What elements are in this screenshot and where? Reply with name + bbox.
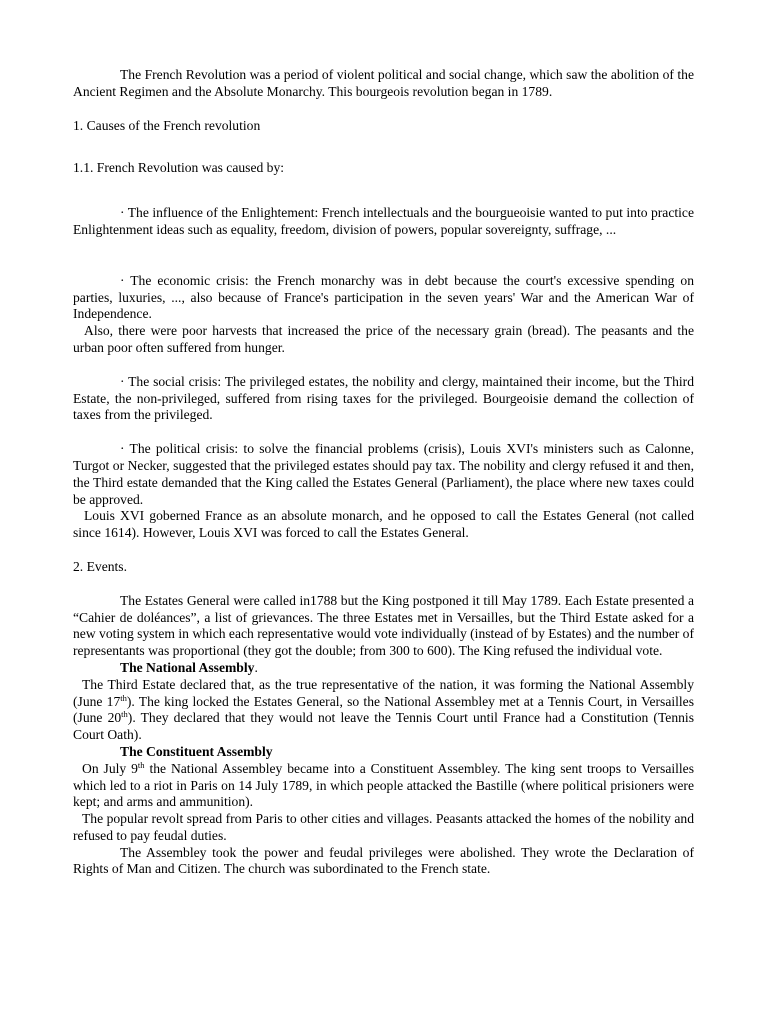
spacer <box>73 576 694 593</box>
section-heading-causes: 1. Causes of the French revolution <box>73 117 261 133</box>
national-assembly-title: The National Assembly <box>120 659 255 675</box>
spacer <box>73 542 694 559</box>
spacer <box>73 239 694 273</box>
spacer <box>73 101 694 118</box>
section-heading-events: 2. Events. <box>73 558 127 574</box>
political-crisis-continuation: Louis XVI goberned France as an absolute monarch, and he opposed to call the Estates General (not called since 1614). However, Louis XVI was forced to call the Estates General. <box>73 508 694 541</box>
constituent-assembly-paragraph <box>73 761 694 811</box>
spacer <box>73 134 694 160</box>
intro-paragraph: The French Revolution was a period of violent political and social change, which saw the abolition of the Ancient Regimen and the Absolute Monarchy. This bourgeois revolution began in 1789. <box>73 67 694 99</box>
spacer <box>73 177 694 205</box>
bullet-social-crisis: · The social crisis: The privileged estates, the nobility and clergy, maintained their income, but the Third Estate, the non-privileged, suffered from rising taxes for the privileged. Bourgeoisie demand the collection of taxes from the privileged. <box>73 373 694 423</box>
economic-crisis-continuation: Also, there were poor harvests that increased the price of the necessary grain (bread). The peasants and the urban poor often suffered from hunger. <box>73 323 694 355</box>
na-text-2: ). The king locked the Estates General, so the National Assembley met at a Tennis Court, in Versailles (June 20 <box>73 693 695 726</box>
national-assembly-heading <box>73 660 694 677</box>
spacer <box>73 424 694 441</box>
events-estates-general-paragraph: The Estates General were called in1788 but the King postponed it till May 1789. Each Estate presented a “Cahier de doléances”, a list of grievances. The three Estates met in Versailles, but the Third Estate asked for a new voting system in which each representative would vote individually (instead of by Estates) and the number of representants was proportional (they got the double; from 300 to 600). The King refused the individual vote. <box>73 592 694 659</box>
constituent-assembly-heading: The Constituent Assembly <box>120 743 273 759</box>
ca-text-2: the National Assembley became into a Constituent Assembley. The king sent troops to Versailles which led to a riot in Paris on 14 July 1789, in which people attacked the Bastille (where political prisioners were kept; and arms and ammunition). <box>73 760 695 810</box>
na-text-1: The Third Estate declared that, as the true representative of the nation, it was forming the National Assembly (June 17 <box>73 676 694 709</box>
document-page <box>73 67 694 878</box>
ca-superscript-1: th <box>137 759 145 770</box>
subsection-heading-caused-by: 1.1. French Revolution was caused by: <box>73 160 285 176</box>
bullet-political-crisis: · The political crisis: to solve the financial problems (crisis), Louis XVI's ministers such as Calonne, Turgot or Necker, suggested that the privileged estates should pay tax. The nobility and clergy refused it and then, the Third estate demanded that the King called the Estates General (Parliament), the place where new taxes could be approved. <box>73 441 694 507</box>
assembley-power-paragraph: The Assembley took the power and feudal privileges were abolished. They wrote the Declaration of Rights of Man and Citizen. The church was subordinated to the French state. <box>73 844 694 877</box>
spacer <box>73 357 694 374</box>
ca-text-1: On July 9 <box>82 760 138 776</box>
na-superscript-1: th <box>120 692 127 703</box>
bullet-enlightenment: · The influence of the Enlightement: French intellectuals and the bourgueoisie wanted to put into practice Enlightenment ideas such as equality, freedom, division of powers, popular sovereignty, suffrage, ... <box>73 205 694 237</box>
national-assembly-period: . <box>254 659 258 675</box>
na-superscript-2: th <box>121 709 128 720</box>
bullet-economic-crisis: · The economic crisis: the French monarchy was in debt because the court's excessive spending on parties, luxuries, ..., also because of France's participation in the seven years' War and the American War of Independence. <box>73 272 694 322</box>
national-assembly-paragraph <box>73 677 694 744</box>
na-text-3: ). They declared that they would not leave the Tennis Court until France had a Constitution (Tennis Court Oath). <box>73 710 694 743</box>
popular-revolt-paragraph: The popular revolt spread from Paris to other cities and villages. Peasants attacked the homes of the nobility and refused to pay feudal duties. <box>73 811 694 843</box>
